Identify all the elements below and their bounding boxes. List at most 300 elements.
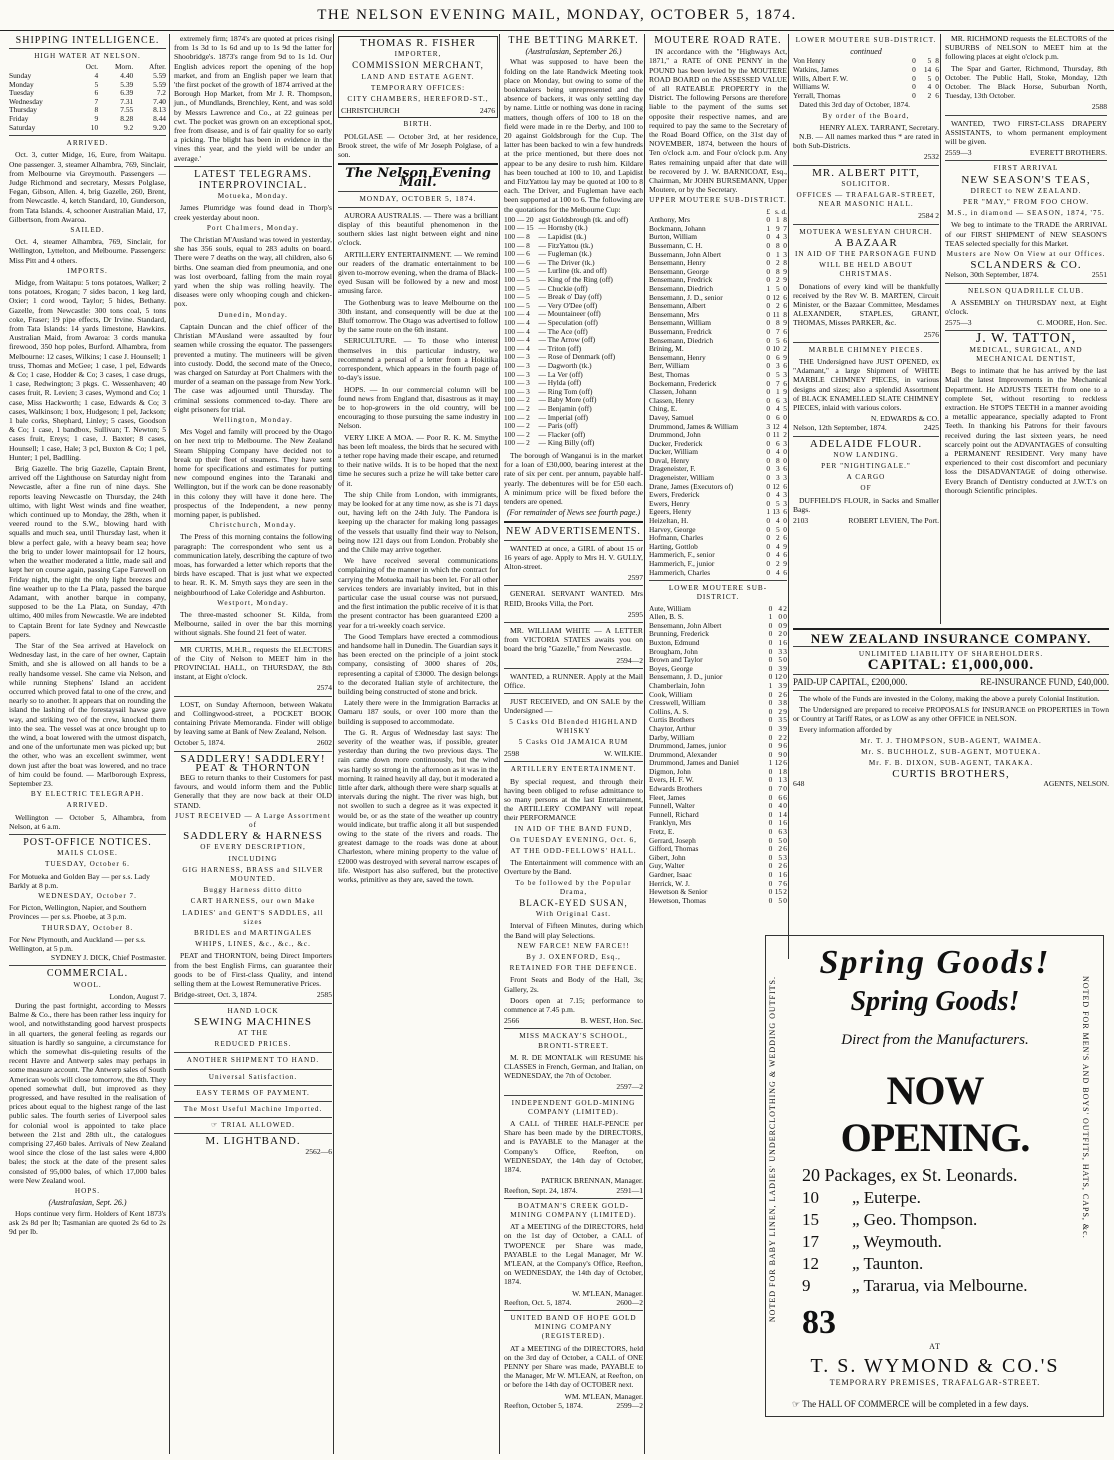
rate-name: Drageneister, William <box>649 473 714 483</box>
editorial-paragraph: The Gothenburg was to leave Melbourne on the 30th instant, and consequently will be due at the Bluff tomorrow. The Otago was advertised to follow by the same route on the 6th instant. <box>338 297 498 335</box>
united-num: 2599—2 <box>616 1400 643 1410</box>
rate-name: Chaytor, Arthur <box>649 723 696 733</box>
rate-amount: 8 <box>776 455 780 465</box>
odds-price: 100 — 8 <box>504 240 530 250</box>
arrival-direct: DIRECT to NEW ZEALAND. <box>970 186 1082 195</box>
flour-sig: ROBERT LEVIEN, The Port. <box>848 516 939 526</box>
richmond-places: The Spar and Garter, Richmond, Thursday, 8th October. The Public Hall, Stoke, Monday, 12th October. The Black Horse, Suburban North, Tuesday, 13th October. <box>945 63 1107 101</box>
rate-name: Wills, Albert F. W. <box>793 73 848 83</box>
rate-name: Bockmann, Johann <box>649 223 706 233</box>
ship-line <box>802 1188 1078 1208</box>
rate-amount: 0 <box>768 663 773 673</box>
spring-title-2: Spring Goods! <box>850 986 1020 1017</box>
rate-name: Herrick, W. J. <box>649 878 690 888</box>
rate-amount: 4 <box>776 404 780 414</box>
rate-amount: 5 <box>776 524 780 534</box>
rate-amount: 1 <box>778 637 783 647</box>
side-right-text: NOTED FOR MEN'S AND BOYS' OUTFITS, HATS, CAPS, &c. <box>1081 976 1090 1239</box>
tide-row <box>9 124 166 133</box>
rate-amount: 2 <box>927 90 932 100</box>
ship-line <box>802 1232 1078 1252</box>
rate-amount: 3 <box>778 680 783 690</box>
odds-horse: — La Ver (off) <box>538 369 583 379</box>
rate-amount: 4 <box>778 603 783 613</box>
tide-cell: 8.44 <box>153 113 166 123</box>
ship-name: „ Euterpe. <box>852 1188 921 1207</box>
rate-amount: 0 <box>766 541 771 551</box>
small-ad-num: 2595 <box>627 609 643 619</box>
rate-amount: 0 <box>766 559 771 568</box>
rate-name: Drageneister, F. <box>649 464 696 474</box>
rate-amount: 0 <box>783 629 787 639</box>
rate-amount: 4 <box>783 421 787 431</box>
tide-cell: Wednesday <box>9 96 43 106</box>
insurance-sig: CURTIS BROTHERS, <box>892 768 1010 781</box>
rate-amount: 0 <box>768 732 773 742</box>
tide-cell: 8.28 <box>120 113 134 123</box>
flour-per: PER "NIGHTINGALE." <box>821 462 911 471</box>
marble-date: Nelson, 12th September, 1874. <box>793 423 887 433</box>
interval-text: Interval of Fifteen Minutes, during which the Band will play Selections. <box>504 921 643 940</box>
bazaar-num: 2576 <box>923 329 939 339</box>
rate-amount: 2 <box>778 861 783 871</box>
odds-price: 100 — 3 <box>504 378 530 388</box>
rate-amount: 0 <box>766 266 771 276</box>
ship-count: 9 <box>802 1276 811 1295</box>
rate-amount: 4 <box>776 232 780 242</box>
rate-amount: 0 <box>766 524 771 534</box>
tide-cell: 5 <box>94 79 99 89</box>
rate-amount: 6 <box>783 378 787 388</box>
rate-amount: 0 <box>766 292 771 302</box>
rate-amount: 5 <box>927 73 932 83</box>
drapery-text: WANTED, TWO FIRST-CLASS DRAPERY ASSISTANTS, to whom permanent employment will be given. <box>945 118 1107 147</box>
rate-amount: 9 <box>783 541 787 551</box>
tide-cell: 10 <box>90 122 99 132</box>
spring-main <box>792 936 1078 1410</box>
tide-row <box>9 106 166 115</box>
rate-name: Bussemann, C. H. <box>649 241 703 251</box>
peat-thornton-name: PEAT & THORNTON <box>195 761 311 774</box>
bazaar-held: WILL BE HELD ABOUT CHRISTMAS. <box>819 261 913 279</box>
rate-name: Bussemann, John Albert <box>649 249 722 259</box>
rate-amount: 4 <box>776 516 780 526</box>
rate-amount: 0 <box>768 861 773 871</box>
goods-item: GIG HARNESS, BRASS and SILVER MOUNTED. <box>182 865 324 884</box>
bazaar-title: A BAZAAR <box>834 236 898 249</box>
editorial-paragraph: The ship Chile from London, with immigrants, may be looked for at any time now, as she is 71 days out, having left on the 24th July. The Pandora is keeping up the character for making long passages of the vessels that usually find their way to Nelson, being now 121 days out from London. Probably she and the Chile may arrive together. <box>338 489 498 554</box>
rate-amount: 3 <box>778 715 783 725</box>
rate-amount: 0 <box>768 852 773 862</box>
column-editorial <box>333 34 502 1454</box>
rate-amount: 9 <box>783 620 787 630</box>
rate-name: Bensemann, Henry <box>649 258 706 268</box>
commercial-heading: COMMERCIAL. <box>46 968 129 980</box>
rate-amount: 2 <box>783 887 787 897</box>
rate-name: Brining, M. <box>649 344 684 354</box>
rate-amount: 8 <box>783 766 787 776</box>
telegraph-sub: ARRIVED. <box>66 801 109 810</box>
rate-amount: 0 <box>768 878 773 888</box>
flour-cargo: A CARGO <box>846 473 886 482</box>
rate-amount: 13 <box>772 507 780 517</box>
rate-amount: 0 <box>912 56 916 66</box>
rate-amount: 0 <box>766 241 771 251</box>
rate-amount: 0 <box>768 887 773 897</box>
rate-name: Davey, Samuel <box>649 412 694 422</box>
flour-landing: NOW LANDING. <box>833 450 899 459</box>
rate-name: Edwards Brothers <box>649 784 703 794</box>
wilkie-item: 5 Casks Old JAMAICA RUM <box>518 737 629 746</box>
fisher-temp: TEMPORARY OFFICES: <box>370 83 466 92</box>
insurance-agent: Mr. T. J. THOMPSON, SUB-AGENT, WAIMEA. <box>860 736 1042 745</box>
rate-amount: 6 <box>783 870 787 879</box>
tide-cell: Monday <box>9 79 34 89</box>
flour-heading: ADELAIDE FLOUR. <box>809 437 923 450</box>
rate-amount: 0 <box>783 241 787 251</box>
rate-amount: 0 <box>768 698 773 708</box>
rate-amount: 0 <box>783 516 787 526</box>
rate-name: Bensemann, Henry <box>649 352 706 362</box>
odds-price: 100 — 3 <box>504 369 530 379</box>
rate-amount: 0 <box>766 473 771 483</box>
rate-amount: 1 <box>776 387 780 397</box>
rate-name: Duval, Henry <box>649 455 690 465</box>
rate-amount: 6 <box>783 481 787 491</box>
rate-amount: 0 <box>783 455 787 465</box>
marble-heading: MARBLE CHIMNEY PIECES. <box>808 345 924 354</box>
rate-amount: 9 <box>783 387 787 397</box>
drapery-num: 2559—3 <box>945 148 972 158</box>
rate-amount: 12 <box>774 758 783 768</box>
by-order: By order of the Board, <box>822 111 910 120</box>
goods-item: CART HARNESS, our own Make <box>190 897 316 906</box>
rate-row <box>649 569 787 578</box>
united-text: AT a MEETING of the DIRECTORS, held on the 3rd day of October, a CALL of ONE PENNY per Share was made, PAYABLE to the Manager, Mr W. M'LEAN, at Reefton, on or before the 14th day of OCTOBER next. <box>504 1343 643 1390</box>
rate-name: Bussemann, Fredrick <box>649 326 712 336</box>
fisher-num: 2476 <box>479 106 495 116</box>
curtis-ad <box>174 645 332 693</box>
west-sig: B. WEST, Hon. Sec. <box>580 1016 643 1026</box>
lost-ad <box>174 700 332 748</box>
odds-price: 100 — 2 <box>504 395 530 405</box>
now-opening: NOW OPENING. <box>840 1068 1030 1160</box>
rate-amount: 0 <box>766 232 771 242</box>
tide-header-cell: After. <box>148 62 166 72</box>
rate-amount: 7 <box>776 326 780 336</box>
rate-name: Brown and Taylor <box>649 655 703 665</box>
rate-name: Brunning, Frederick <box>649 629 709 639</box>
rate-name: Hewetson, Thomas <box>649 895 706 905</box>
cast-text: With Original Cast. <box>535 910 612 919</box>
odds-horse: — The Ace (off) <box>538 326 588 336</box>
rate-amount: 0 <box>778 620 783 630</box>
total-packages: 83 <box>802 1304 836 1341</box>
united-heading: UNITED BAND OF HOPE GOLD MINING COMPANY (REGISTERED). <box>510 1313 637 1341</box>
ship-list <box>792 1188 1078 1296</box>
rate-name: Drummond, James, junior <box>649 741 727 751</box>
ship-line <box>802 1254 1078 1274</box>
curtis-num: 2574 <box>316 683 332 693</box>
rate-amount: 1 <box>766 223 771 233</box>
spring-title-1: Spring Goods! <box>819 944 1051 981</box>
tide-header-cell: Oct. <box>85 62 99 72</box>
small-ad <box>504 544 643 583</box>
birth-label: BIRTH. <box>403 120 433 129</box>
rate-amount: 0 <box>766 516 771 526</box>
rate-amount: 9 <box>778 741 783 751</box>
rate-name: Hofmann, Charles <box>649 533 704 543</box>
rate-amount: 3 <box>783 827 787 837</box>
rate-amount: 12 <box>774 672 783 682</box>
paper-date: MONDAY, OCTOBER 5, 1874. <box>359 194 477 203</box>
rate-name: Bensemann, John Albert <box>649 620 722 630</box>
united-date: Reefton, October 5, 1874. <box>504 1400 583 1410</box>
insurance-agent: Mr. F. B. DIXON, SUB-AGENT, TAKAKA. <box>868 759 1034 768</box>
post-row: For Picton, Wellington, Napier, and Southern Provinces — per s.s. Phoebe, at 3 p.m. <box>9 903 147 922</box>
rate-name: Harting, Gottlob <box>649 541 698 551</box>
fisher-addr: CITY CHAMBERS, HEREFORD-ST., <box>347 95 489 104</box>
mails-close-label: MAILS CLOSE. <box>57 849 118 858</box>
curtis-text: MR CURTIS, M.H.R., requests the ELECTORS of the City of Nelson to MEET him in the PROVINCIAL HALL, on THURSDAY, the 8th instant, at Eight o'clock. <box>174 644 332 682</box>
small-ad-num: 2594—2 <box>616 655 643 665</box>
rate-amount: 12 <box>772 481 780 491</box>
small-ad-text: WANTED at once, a GIRL of about 15 or 16 years of age. Apply to Mrs H. V. GULLY, Alton-street. <box>504 543 643 571</box>
lower-cont-heading: LOWER MOUTERE SUB-DISTRICT. <box>795 36 937 44</box>
rate-name: Watkins, James <box>793 65 839 74</box>
rate-amount: 5 <box>778 655 783 665</box>
side-left-text: NOTED FOR BABY LINEN, LADIES' UNDERCLOTHING & WEDDING OUTFITS. <box>768 976 777 1323</box>
mackay-text: M. R. DE MONTALK will RESUME his CLASSES in French, German, and Italian, on WEDNESDAY, the 7th of October. <box>504 1052 643 1081</box>
goods-item: WHIPS, LINES, &c., &c., &c. <box>195 940 311 949</box>
rate-name: Bensemann, Diedrich <box>649 335 714 345</box>
rate-name: Brougham, John <box>649 646 698 656</box>
odds-horse: — Break o' Day (off) <box>538 292 602 302</box>
rate-amount: 0 <box>766 249 771 259</box>
rate-name: Cook, William <box>649 689 693 699</box>
fisher-city: CHRISTCHURCH <box>341 106 400 116</box>
rate-amount: 6 <box>935 65 939 74</box>
rate-amount: 0 <box>766 464 771 474</box>
editorial-paragraph: HOPS. — In our commercial column will be found news from England that, disastrous as it may be to hop-growers in the old country, will be encouraging to those pursuing the same industry in Nelson. <box>338 384 498 431</box>
rate-amount: 6 <box>778 792 783 802</box>
rate-amount: 0 <box>766 361 771 371</box>
odds-price: 100 — 6 <box>504 257 530 267</box>
arrival-sig: SCLANDERS & CO. <box>970 259 1082 272</box>
ship-line <box>802 1276 1078 1296</box>
tide-cell: 9.2 <box>123 122 134 132</box>
rate-amount: 8 <box>783 698 787 708</box>
masthead-title: THE NELSON EVENING MAIL, MONDAY, OCTOBER 5, 1874. <box>317 7 797 23</box>
flour-text: DUFFIELD'S FLOUR, in Sacks and Smaller Bags. <box>793 495 939 514</box>
rate-name: Ching, E. <box>649 404 678 414</box>
editorial-paragraph: The G. R. Argus of Wednesday last says: The severity of the weather was, if possible, greater yesterday than during the two previous days. The rain came down more continuously, but the wind was hardly so strong in the afternoon as it was in the morning. It rained heavily all day, but it moderated a little after dark, although there were sharp squalls at intervals during the night. The river was high, but not swollen to such a degree as it was expected it would be, or as the state of the weather up country would indicate, but traffic along it all but suspended owing to the state of the rivers and roads. The greatest damage to the roads was done at about Charleston, where mining property to the value of £2000 was destroyed with several narrow escapes of life. Westport has also suffered, but the protective works, primitive as they are, saved the town. <box>338 727 498 885</box>
rate-amount: 0 <box>766 344 771 354</box>
odds-horse: — Flacker (off) <box>538 429 586 439</box>
lost-date: October 5, 1874. <box>174 738 226 748</box>
rate-amount: 0 <box>768 792 773 802</box>
arrival-heading: FIRST ARRIVAL <box>993 164 1059 173</box>
rate-amount: 0 <box>766 404 771 414</box>
odds-price: 100 — 6 <box>504 249 530 259</box>
tide-cell: 4.40 <box>120 71 134 80</box>
sewing-machines: SEWING MACHINES <box>194 1015 312 1028</box>
rate-amount: 6 <box>776 412 780 422</box>
wilkie-title: JUST RECEIVED, and ON SALE by the Undersigned — <box>504 697 643 716</box>
rate-row <box>793 92 939 101</box>
boatman-num: 2600—2 <box>616 1297 643 1307</box>
wilkie-item: 5 Casks Old Blended HIGHLAND WHISKY <box>509 717 638 735</box>
rate-name: Drane, James (Executors of) <box>649 481 734 491</box>
rate-amount: 6 <box>783 507 787 517</box>
lsd-header: £ <box>766 206 771 216</box>
rate-amount: 3 <box>783 646 787 656</box>
rate-name: Guy, Walter <box>649 861 685 871</box>
rate-amount: 2 <box>776 275 780 285</box>
quadrille-num: 2575—3 <box>945 318 972 328</box>
gazelle-report: Brig Gazelle. The brig Gazelle, Captain Brent, arrived off the Lighthouse on Saturday night from Newcastle, after a fine run of nine days. She reports leaving Newcastle on Thursday, the 24th ultimo, with light West winds and fine weather, which continued up to Monday, the 28th, when it veered round to the S.W., blowing hard with squalls and much sea, until Thursday last, when it blew a perfect gale, with a heavy beam sea; hove the brig to under lower maintopsail for 12 hours, when the weather moderated a little, made sail and kept her on course again, passing Cape Farewell on Friday night, the night the only light breezes and fine weather up to the La Plata, passed the barque Adamant, with another barque in company, supposed to be the La Plata, on Sunday, 47th ultimo, 400 miles from Newcastle. We are indebted to Captain Brent for late Sydney and Newcastle papers. <box>9 464 166 639</box>
lost-num: 2602 <box>316 738 332 748</box>
arrival-view: Musters are Now On View at our Offices. <box>946 250 1106 259</box>
post-row: For New Plymouth, and Auckland — per s.s. Wellington, at 5 p.m. <box>9 934 146 954</box>
rate-name: Darby, William <box>649 732 695 742</box>
dispatch-place: Westport, Monday. <box>217 598 289 607</box>
most-useful: The Most Useful Machine Imported. <box>183 1104 323 1113</box>
post-row: TUESDAY, October 6. <box>45 860 130 869</box>
odds-horse: — FitzYattou (tk.) <box>538 240 593 250</box>
fisher-ad <box>338 36 498 118</box>
boatman-heading: BOATMAN'S CREEK GOLD-MINING COMPANY (LIMITED). <box>510 1201 637 1219</box>
ship-name: „ Weymouth. <box>852 1232 942 1251</box>
rate-amount: 6 <box>783 550 787 560</box>
post-office-list <box>9 860 166 953</box>
odds-price: 100 — 5 <box>504 275 530 285</box>
hop-prices-text: extremely firm; 1874's are quoted at prices rising from 1s 3d to 1s 6d and up to 1s 9d the latter for Shoobridge's. 1873's range from 9d to 1s 1d. Our English advices report the opening of the hop market, and from an English paper we learn that 'the first pocket of the growth of 1874 arrived at the Borough Hop Market, from Mr J. R. Thompson, jun., of Mundlands, Brenchley, Kent, and was sold by Messrs Lawrence and Co., at 22 guineas per cwt. The pocket was grown on an exceptional spot, free from disease, and is of fair quality for so early a picking. The blight has been in evidence in the vines this year, and the yield will be under an average.' <box>174 34 332 163</box>
ship-count: 12 <box>802 1254 819 1273</box>
dispatch-text: James Plumridge was found dead in Thorp's creek yesterday about noon. <box>174 203 332 222</box>
rate-amount: 7 <box>778 784 783 794</box>
column-betting <box>499 34 647 1454</box>
odds-price: 100 — 3 <box>504 386 530 396</box>
rate-amount: 0 <box>766 395 771 405</box>
rate-amount: 1 <box>768 680 773 690</box>
odds-price: 100 — 5 <box>504 266 530 276</box>
tatton-role: MEDICAL, SURGICAL, AND MECHANICAL DENTIST, <box>969 345 1083 363</box>
rate-amount: 0 <box>768 723 773 733</box>
peat-close: PEAT and THORNTON, being Direct Importers from the best English Firms, can guarantee their goods to be of First-class Quality, and intend selling them at the Lowest Remunerative Prices. <box>174 951 332 989</box>
rate-amount: 9 <box>783 559 787 568</box>
rate-amount: 4 <box>927 82 932 92</box>
rate-amount: 6 <box>776 438 780 448</box>
rate-amount: 2 <box>778 629 783 639</box>
bazaar-aid: IN AID OF THE PARSONAGE FUND <box>794 250 937 259</box>
rate-name: Collins, A. S. <box>649 706 689 716</box>
reduced-prices: REDUCED PRICES. <box>214 1040 292 1049</box>
rate-amount: 0 <box>766 481 771 491</box>
rate-name: Classen, Henry <box>649 395 695 405</box>
nb-text: N.B. — All names marked thus * are rated in both Sub-Districts. <box>793 131 939 151</box>
rate-amount: 6 <box>776 352 780 362</box>
tide-cell: 4 <box>94 71 99 80</box>
odds-price: 100 — 3 <box>504 360 530 370</box>
small-ad <box>504 626 643 665</box>
tide-cell: 8 <box>94 105 99 115</box>
mackay-heading: MISS MACKAY'S SCHOOL, BRONTI-STREET. <box>519 1032 628 1050</box>
rate-name: Best, Thomas <box>649 369 690 379</box>
rate-amount: 9 <box>783 266 787 276</box>
fisher-name: THOMAS R. FISHER <box>360 37 476 49</box>
tatton-text: Begs to intimate that he has arrived by the last Mail the latest Improvements in the Mechanical Department. He ADJUSTS TEETH from one to a complete Set, without resorting to reckless extraction. He STOPS TEETH in a manner avoiding a metallic appearance, specially adapted to Front Teeth. In thanking his Patrons for their favours received during the last sixteen years, he need scarcely point out the ADVANTAGES of consulting a PERMANENT RESIDENT. Very many have experienced to their cost discomfort and pecuniary loss the DISADVANTAGE of doing otherwise. Every Branch of Dentistry conducted at J.W.T.'s on thorough Scientific principles. <box>945 366 1107 495</box>
rate-amount: 0 <box>766 215 771 225</box>
rate-amount: 6 <box>783 818 787 828</box>
rate-name: Fleet, James <box>649 792 686 802</box>
odds-horse: — Ring Tom (off) <box>538 386 593 396</box>
tide-cell: Thursday <box>9 105 37 115</box>
small-ad-text: GENERAL SERVANT WANTED. Mrs REID, Brooks Villa, the Port. <box>504 589 643 608</box>
rate-amount: 0 <box>766 369 771 379</box>
doors-text: Doors open at 7.15; performance to commence at 7.45 p.m. <box>504 995 643 1015</box>
rate-amount: 5 <box>776 498 780 508</box>
rate-name: Curtis Brothers <box>649 715 695 725</box>
rate-name: Bensemann, J. D., senior <box>649 292 723 302</box>
post-row: THURSDAY, October 8. <box>41 923 134 932</box>
pitt-name: MR. ALBERT PITT, <box>812 166 920 179</box>
odds-price: 100 — 3 <box>504 352 530 362</box>
lsd-header: d. <box>781 206 787 216</box>
shipping-heading: SHIPPING INTELLIGENCE. <box>15 35 160 46</box>
hops-dateline: (Australasian, Sept. 26.) <box>48 1198 127 1208</box>
rate-amount: 0 <box>768 844 773 854</box>
rate-amount: 6 <box>783 741 787 751</box>
rate-amount: 5 <box>783 715 787 725</box>
arrived-label: ARRIVED. <box>66 139 109 148</box>
upper-heading: UPPER MOUTERE SUB-DISTRICT. <box>649 196 787 205</box>
telegraph-text: Wellington — October 5, Alhambra, from Nelson, at 6 a.m. <box>9 812 166 831</box>
lower-cont-sub: continued <box>850 47 882 57</box>
lightband-name: M. LIGHTBAND. <box>205 1135 301 1148</box>
trial-allowed-text: TRIAL ALLOWED. <box>221 1121 295 1130</box>
rate-name: Hammerich, F., senior <box>649 550 715 560</box>
universal-satisfaction: Universal Satisfaction. <box>208 1072 298 1081</box>
odds-horse: — Speculation (off) <box>538 317 598 327</box>
rate-amount: 2 <box>783 603 787 613</box>
rate-amount: 0 <box>768 603 773 613</box>
rate-name: Burton, William <box>649 232 698 242</box>
editorial-paragraph: Lately there were in the Immigration Barracks at Oamaru 187 souls, or over 100 more than the building is supposed to accommodate. <box>338 698 498 726</box>
arrival-num: 2551 <box>1091 270 1107 280</box>
seats-text: Front Seats and Body of the Hall, 3s; Gallery, 2s. <box>504 975 643 994</box>
richmond-text: MR. RICHMOND requests the ELECTORS of the SUBURBS of NELSON to MEET him at the following places at eight o'clock p.m. <box>945 34 1107 62</box>
rate-amount: 0 <box>768 629 773 639</box>
rate-amount: 9 <box>778 749 783 759</box>
rate-amount: 2 <box>778 706 783 716</box>
rate-name: Bensemann, Diedrich <box>649 284 714 293</box>
rate-amount: 9 <box>783 706 787 716</box>
rate-amount: 9 <box>783 318 787 328</box>
rate-amount: 0 <box>768 715 773 725</box>
odds-horse: — Mountaineer (off) <box>538 309 601 319</box>
rate-amount: 2 <box>783 344 787 354</box>
small-ad-text: WANTED, a RUNNER. Apply at the Mail Office. <box>504 671 643 690</box>
rate-amount: 3 <box>778 663 783 673</box>
dispatch-text: Captain Duncan and the chief officer of the Christian M'Ausland were assaulted by four seamen while crossing the equator. The passengers prevented a mutiny. The mutineers will be given into custody. Dodd, the second mate of the Oneco, was charged on Saturday at Port Chalmers with the murder of a seaman on the passage from New York. The case was adjourned until Thursday. The criminal sessions commenced to-day. There are eight prisoners for trial. <box>174 321 332 414</box>
rate-amount: 9 <box>783 680 787 690</box>
tide-cell: 9.20 <box>153 122 166 132</box>
tide-cell: Friday <box>9 113 29 123</box>
indep-sig: PATRICK BRENNAN, Manager. <box>541 1176 643 1186</box>
rate-amount: 2 <box>776 559 780 568</box>
post-row: WEDNESDAY, October 7. <box>38 892 137 900</box>
